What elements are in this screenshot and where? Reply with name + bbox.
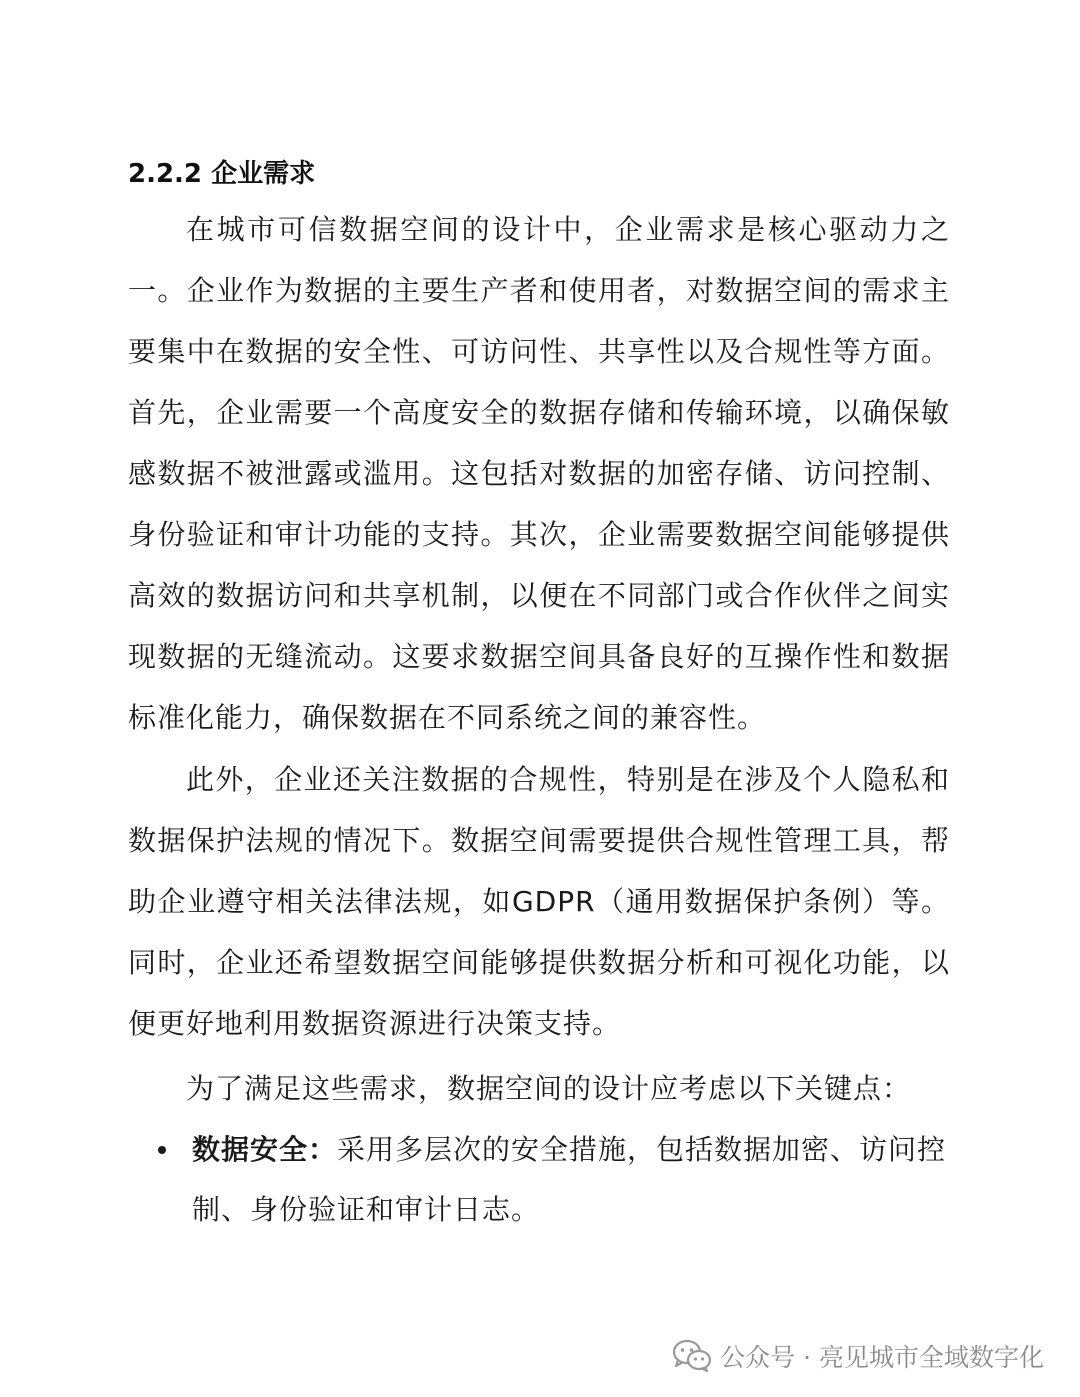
bullet-term: 数据安全： (192, 1133, 338, 1166)
key-points-list (128, 1120, 950, 1240)
section-title: 2.2.2 企业需求 (128, 159, 316, 189)
paragraph-key-points-intro: 为了满足这些需求，数据空间的设计应考虑以下关键点： (186, 1072, 912, 1105)
list-item (128, 1120, 950, 1240)
bullet-text: 采用多层次的安全措施，包括数据加密、访问控制、身份验证和审计日志。 (192, 1133, 947, 1226)
watermark-text: 公众号 · 亮见城市全域数字化 (720, 1343, 1044, 1372)
paragraph-compliance: 此外，企业还关注数据的合规性，特别是在涉及个人隐私和数据保护法规的情况下。数据空间需要提供合规性管理工具，帮助企业遵守相关法律法规，如GDPR（通用数据保护条例）等。同时，企业还希望数据空间能够提供数据分析和可视化功能，以便更好地利用数据资源进行决策支持。 (128, 763, 950, 1040)
paragraph-enterprise-needs: 在城市可信数据空间的设计中，企业需求是核心驱动力之一。企业作为数据的主要生产者和使用者，对数据空间的需求主要集中在数据的安全性、可访问性、共享性以及合规性等方面。首先，企业需要一个高度安全的数据存储和传输环境，以确保敏感数据不被泄露或滥用。这包括对数据的加密存储、访问控制、身份验证和审计功能的支持。其次，企业需要数据空间能够提供高效的数据访问和共享机制，以便在不同部门或合作伙伴之间实现数据的无缝流动。这要求数据空间具备良好的互操作性和数据标准化能力，确保数据在不同系统之间的兼容性。 (128, 213, 950, 734)
wechat-icon (672, 1339, 712, 1373)
bullet-icon (158, 1146, 166, 1154)
watermark (672, 1336, 1044, 1376)
